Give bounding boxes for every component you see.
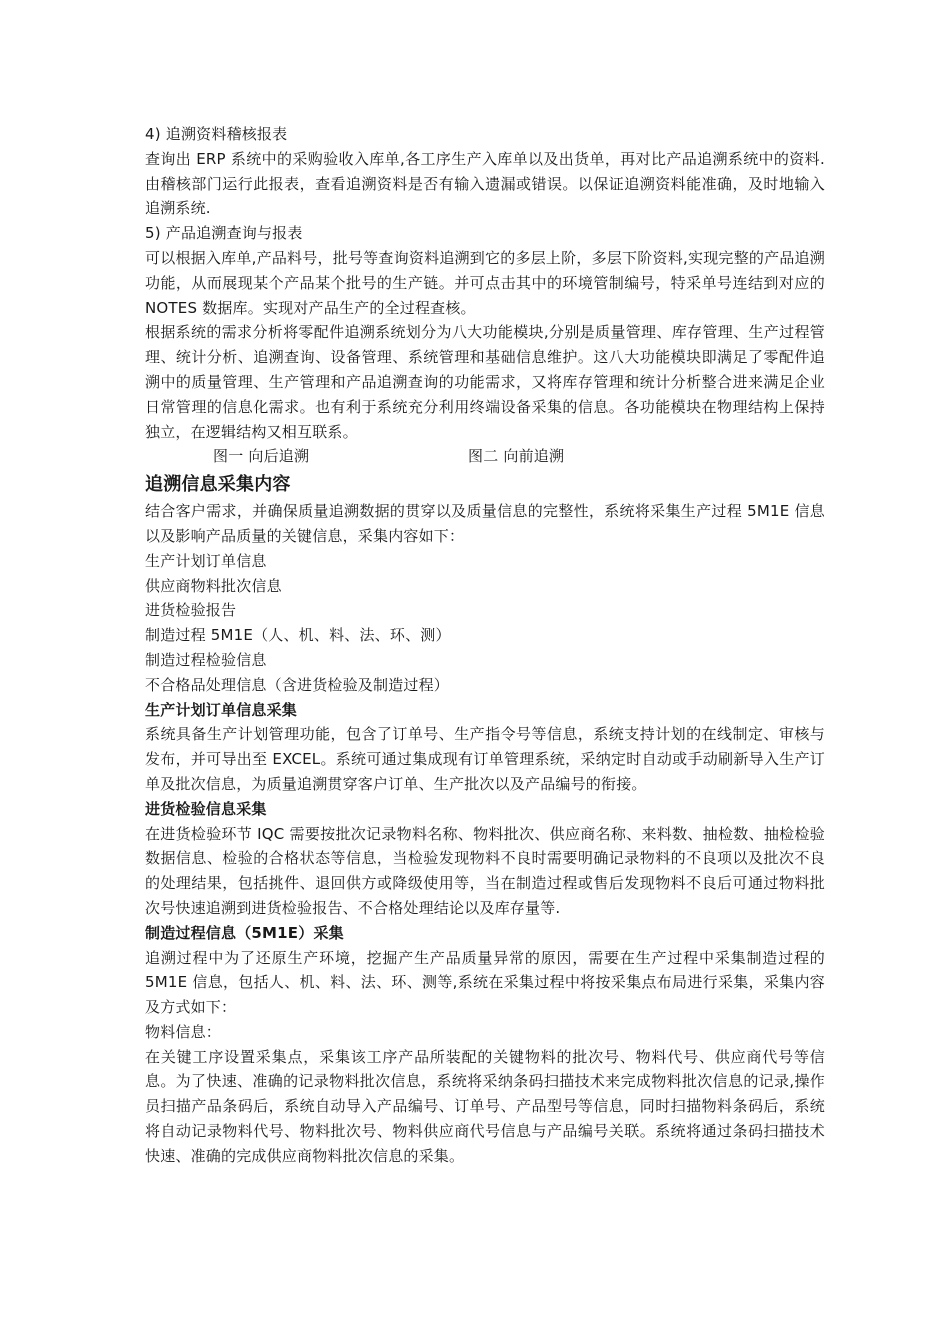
- list-item: 制造过程检验信息: [145, 650, 267, 669]
- paragraph-incoming-inspection: 在进货检验环节 IQC 需要按批次记录物料名称、物料批次、供应商名称、来料数、抽检数、抽检检验数据信息、检验的合格状态等信息，当检验发现物料不良时需要明确记录物料的不良项以及批次不良的处理结果，包括挑件、退回供方或降级使用等，当在制造过程或售后发现物料不良后可通过物料批次号快速追溯到进货检验报告、不合格处理结论以及库存量等.: [145, 824, 825, 917]
- list-item: 制造过程 5M1E（人、机、料、法、环、测）: [145, 626, 451, 645]
- material-label: 物料信息：: [145, 1022, 222, 1041]
- paragraph-material: 在关键工序设置采集点，采集该工序产品所装配的关键物料的批次号、物料代号、供应商代号等信息。为了快速、准确的记录物料批次信息，系统将采纳条码扫描技术来完成物料批次信息的记录,操作员扫描产品条码后，系统自动导入产品编号、订单号、产品型号等信息，同时扫描物料条码后，系统将自动记录物料代号、物料批次号、物料供应商代号信息与产品编号关联。系统将通过条码扫描技术快速、准确的完成供应商物料批次信息的采集。: [145, 1047, 825, 1165]
- figure-caption-forward: 图二 向前追溯: [468, 447, 565, 466]
- list-item: 进货检验报告: [145, 601, 237, 620]
- list-item: 生产计划订单信息: [145, 551, 267, 570]
- heading-incoming-inspection: 进货检验信息采集: [145, 799, 267, 818]
- figure-captions: [145, 444, 825, 469]
- paragraph-query-report: 可以根据入库单,产品料号，批号等查询资料追溯到它的多层上阶，多层下阶资料,实现完整的产品追溯功能，从而展现某个产品某个批号的生产链。并可点击其中的环境管制编号，特采单号连结到对应的 NOTES 数据库。实现对产品生产的全过程查核。: [145, 248, 825, 317]
- paragraph-intro: 结合客户需求，并确保质量追溯数据的贯穿以及质量信息的完整性，系统将采集生产过程 5M1E 信息以及影响产品质量的关键信息，采集内容如下：: [145, 502, 825, 545]
- section-title: 追溯信息采集内容: [145, 474, 291, 496]
- content-list: [145, 549, 825, 698]
- heading-query-report: 5) 产品追溯查询与报表: [145, 224, 303, 243]
- document-page: [145, 122, 825, 1169]
- list-item: 不合格品处理信息（含进货检验及制造过程）: [145, 675, 450, 694]
- heading-manufacturing: 制造过程信息（5M1E）采集: [145, 923, 344, 942]
- paragraph-modules: 根据系统的需求分析将零配件追溯系统划分为八大功能模块,分别是质量管理、库存管理、生产过程管理、统计分析、追溯查询、设备管理、系统管理和基础信息维护。这八大功能模块即满足了零配件追溯中的质量管理、生产管理和产品追溯查询的功能需求，又将库存管理和统计分析整合进来满足企业日常管理的信息化需求。也有利于系统充分利用终端设备采集的信息。各功能模块在物理结构上保持独立，在逻辑结构又相互联系。: [145, 323, 825, 441]
- heading-audit-report: 4) 追溯资料稽核报表: [145, 125, 288, 143]
- figure-caption-backward: 图一 向后追溯: [213, 447, 310, 466]
- list-item: 供应商物料批次信息: [145, 576, 282, 595]
- paragraph-manufacturing: 追溯过程中为了还原生产环境，挖掘产生产品质量异常的原因，需要在生产过程中采集制造过程的 5M1E 信息，包括人、机、料、法、环、测等,系统在采集过程中将按采集点布局进行采集，采集内容及方式如下：: [145, 948, 825, 1017]
- paragraph-plan-order: 系统具备生产计划管理功能，包含了订单号、生产指令号等信息，系统支持计划的在线制定、审核与发布，并可导出至 EXCEL。系统可通过集成现有订单管理系统，采纳定时自动或手动刷新导入生产订单及批次信息，为质量追溯贯穿客户订单、生产批次以及产品编号的衔接。: [145, 725, 825, 793]
- heading-plan-order: 生产计划订单信息采集: [145, 700, 298, 719]
- paragraph-audit-report: 查询出 ERP 系统中的采购验收入库单,各工序生产入库单以及出货单，再对比产品追溯系统中的资料.由稽核部门运行此报表，查看追溯资料是否有输入遗漏或错误。以保证追溯资料能准确，及时地输入追溯系统.: [145, 149, 825, 218]
